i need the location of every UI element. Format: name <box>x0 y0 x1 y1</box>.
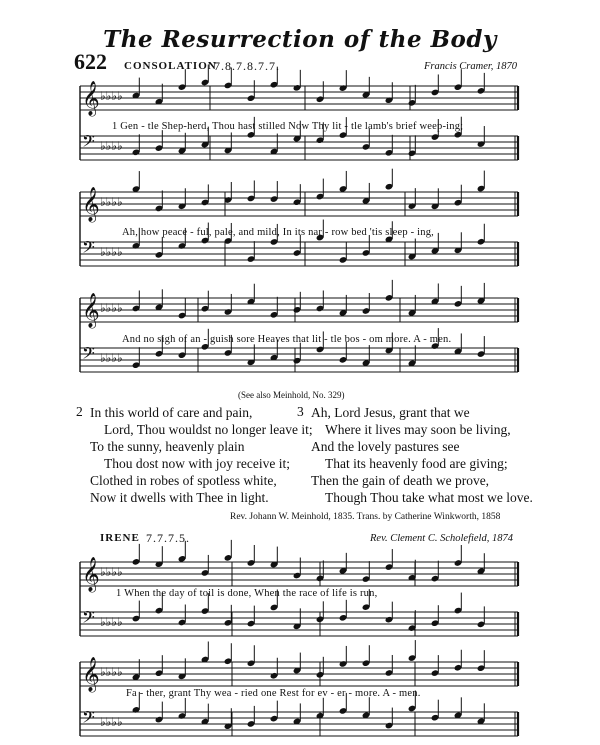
key-signature: ♭♭♭♭ <box>100 245 123 259</box>
see-also-reference: (See also Meinhold, No. 329) <box>238 390 345 400</box>
key-signature: ♭♭♭♭ <box>100 715 123 729</box>
treble-clef: 𝄞 <box>82 293 100 328</box>
lyric-line-2: Ah, how peace - ful, pale, and mild, In its nar - row bed 'tis sleep - ing, <box>122 227 434 238</box>
verse-line: Now it dwells with Thee in light. <box>90 490 269 505</box>
verse-line: Ah, Lord Jesus, grant that we <box>311 405 470 420</box>
treble-clef: 𝄞 <box>82 557 100 592</box>
verse-number-3: 3 <box>297 404 304 419</box>
verse-line: Then the gain of death we prove, <box>311 473 490 488</box>
verse-line: Where it lives may soon be living, <box>325 422 511 437</box>
bass-clef: 𝄢 <box>82 707 95 731</box>
treble-clef: 𝄞 <box>82 81 100 116</box>
key-signature: ♭♭♭♭ <box>100 615 123 629</box>
bass-clef: 𝄢 <box>82 131 95 155</box>
tune-meter-consolation: 7.8.7.8.7.7. <box>214 59 280 73</box>
verse-line: Clothed in robes of spotless white, <box>90 473 277 488</box>
treble-clef: 𝄞 <box>82 657 100 692</box>
tune-meter-irene: 7.7.7.5. <box>146 531 190 545</box>
key-signature: ♭♭♭♭ <box>100 89 123 103</box>
bass-clef: 𝄢 <box>82 343 95 367</box>
key-signature: ♭♭♭♭ <box>100 139 123 153</box>
composer-credit-consolation: Francis Cramer, 1870 <box>424 61 518 72</box>
verse-number-2: 2 <box>76 404 83 419</box>
bass-clef: 𝄢 <box>82 607 95 631</box>
bass-clef: 𝄢 <box>82 237 95 261</box>
verse-2-text <box>90 404 313 506</box>
lyric-line-3: And no sigh of an - guish sore Heaves that lit - tle bos - om more. A - men. <box>122 334 452 345</box>
treble-clef: 𝄞 <box>82 187 100 222</box>
key-signature: ♭♭♭♭ <box>100 351 123 365</box>
verse-line: That its heavenly food are giving; <box>325 456 508 471</box>
key-signature: ♭♭♭♭ <box>100 301 123 315</box>
verse-line: Thou dost now with joy receive it; <box>104 456 290 471</box>
hymn-number: 622 <box>74 49 107 74</box>
verse-line: And the lovely pastures see <box>311 439 460 454</box>
verse-line: In this world of care and pain, <box>90 405 253 420</box>
verse-line: Lord, Thou wouldst no longer leave it; <box>104 422 313 437</box>
key-signature: ♭♭♭♭ <box>100 195 123 209</box>
verse-line: Though Thou take what most we love. <box>325 490 533 505</box>
verse-3-text <box>311 404 533 506</box>
irene-lyric-line-2: Fa - ther, grant Thy wea - ried one Rest for ev - er - more. A - men. <box>126 688 421 699</box>
author-credit: Rev. Johann W. Meinhold, 1835. Trans. by Catherine Winkworth, 1858 <box>230 512 501 522</box>
irene-lyric-line-1: 1 When the day of toil is done, When the race of life is run, <box>116 588 378 599</box>
verse-line: To the sunny, heavenly plain <box>90 439 245 454</box>
key-signature: ♭♭♭♭ <box>100 565 123 579</box>
tune-name-consolation: CONSOLATION <box>124 60 217 72</box>
lyric-line-1: 1 Gen - tle Shep-herd, Thou hast stilled Now Thy lit - tle lamb's brief weep-ing; <box>112 121 464 132</box>
composer-credit-irene: Rev. Clement C. Scholefield, 1874 <box>370 533 513 544</box>
key-signature: ♭♭♭♭ <box>100 665 123 679</box>
page-title: The Resurrection of the Body <box>103 26 497 53</box>
tune-name-irene: IRENE <box>100 532 140 544</box>
